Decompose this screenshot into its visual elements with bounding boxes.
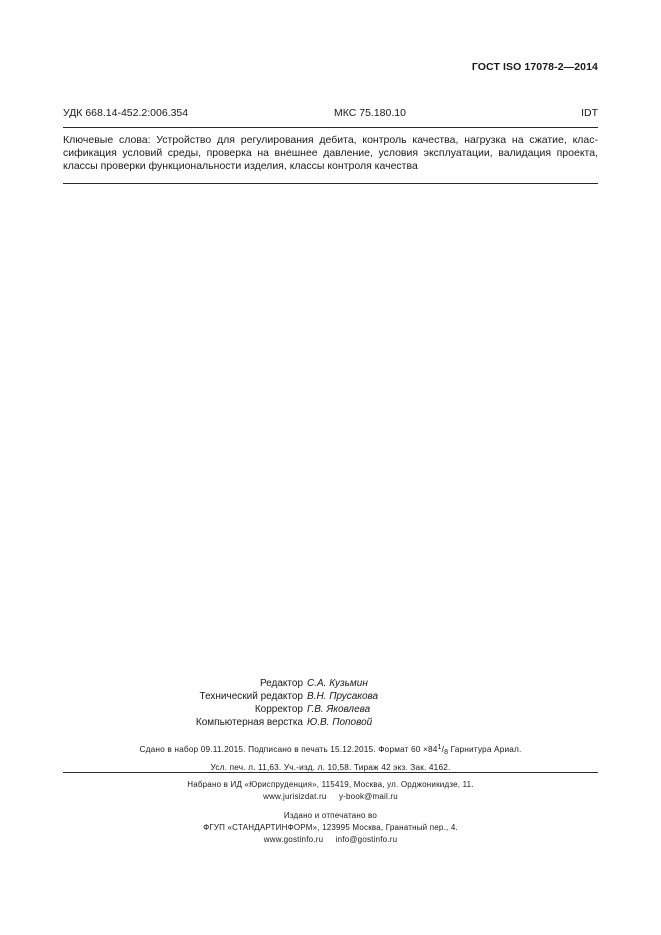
credit-row — [63, 703, 598, 716]
credit-person: С.А. Кузьмин — [307, 678, 368, 689]
credit-row — [63, 690, 598, 703]
keywords-line: Ключевые слова: Устройство для регулирования дебита, контроль качества, нагрузка на сжатие, клас- — [63, 134, 598, 146]
publisher-website-link[interactable]: www.gostinfo.ru — [263, 835, 324, 844]
keywords-paragraph — [63, 134, 598, 173]
classification-codes — [63, 107, 598, 121]
spacer — [63, 803, 598, 810]
credit-person: Г.В. Яковлева — [307, 704, 371, 715]
idt-marker: IDT — [581, 107, 598, 119]
keywords-line: классы проверки функциональности изделия, классы контроля качества — [63, 160, 418, 172]
print-details-text: Сдано в набор 09.11.2015. Подписано в печать 15.12.2015. Формат 60 ×84 — [139, 744, 438, 754]
divider-keywords — [63, 183, 598, 184]
credit-role: Редактор — [259, 678, 303, 689]
publisher-email-link[interactable]: info@gostinfo.ru — [335, 835, 398, 844]
credit-role: Корректор — [254, 704, 303, 715]
typeset-contacts — [63, 791, 598, 803]
udk-code: УДК 668.14-452.2:006.354 — [63, 107, 189, 119]
publisher-address: ФГУП «СТАНДАРТИНФОРМ», 123995 Москва, Гранатный пер., 4. — [203, 823, 458, 832]
standard-number: ГОСТ ISO 17078-2—2014 — [471, 61, 598, 73]
typeset-line: Набрано в ИД «Юриспруденция», 115419, Москва, ул. Орджоникидзе, 11. — [187, 780, 474, 789]
format-fraction-denominator: 8 — [444, 749, 449, 756]
credit-person: Ю.В. Поповой — [307, 717, 373, 728]
credit-person: В.Н. Прусакова — [307, 691, 379, 702]
keywords-line: сификация условий среды, проверка на внешнее давление, условия эксплуатации, валидация проекта, — [63, 147, 598, 159]
publisher-contacts — [63, 834, 598, 846]
typeset-website-link[interactable]: www.jurisizdat.ru — [263, 792, 327, 801]
format-fraction-numerator: 1 — [437, 744, 442, 751]
print-details-text: Гарнитура Ариал. — [448, 744, 522, 754]
credit-row — [63, 677, 598, 690]
print-details-line: Усл. печ. л. 11,63. Уч.-изд. л. 10,58. Тираж 42 экз. Зак. 4162. — [210, 762, 451, 772]
publisher-info — [63, 779, 598, 846]
mks-code: МКС 75.180.10 — [334, 107, 406, 119]
credit-row — [63, 716, 598, 729]
editorial-credits — [63, 677, 598, 729]
credit-role: Технический редактор — [199, 691, 303, 702]
typeset-email-link[interactable]: y-book@mail.ru — [338, 792, 398, 801]
credit-role: Компьютерная верстка — [195, 717, 303, 728]
print-details-line: Сдано в набор 09.11.2015. Подписано в печать 15.12.2015. Формат $60 \times 84^1/_8$ Гарнитура Ариал. — [139, 744, 522, 756]
divider-bottom — [63, 772, 598, 773]
published-line: Издано и отпечатано во — [283, 811, 378, 820]
divider-top — [63, 127, 598, 128]
print-details — [63, 741, 598, 774]
